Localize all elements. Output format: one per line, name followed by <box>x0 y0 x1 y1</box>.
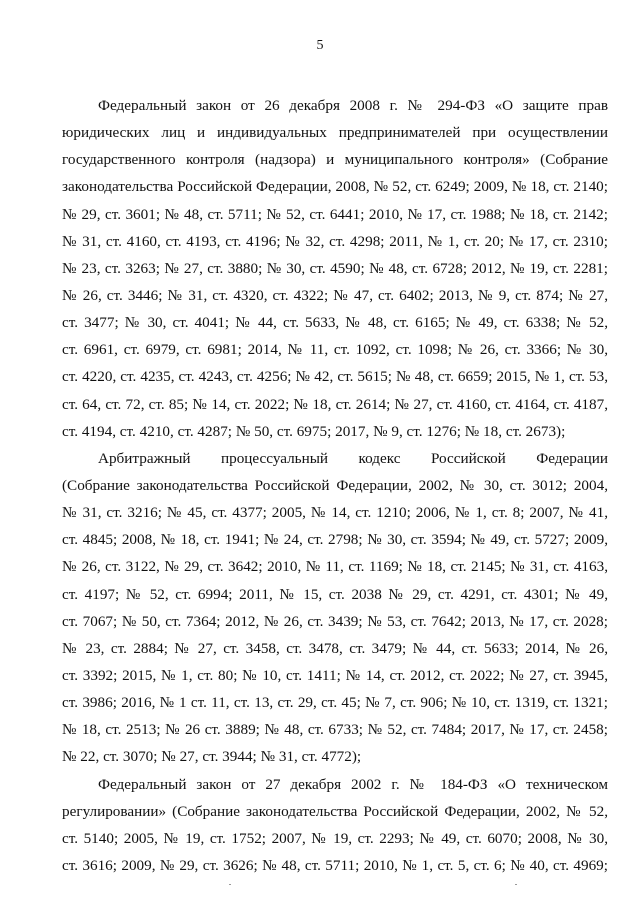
text-line: № 23, ст. 3263; № 27, ст. 3880; № 30, ст. 4590; № 48, ст. 6728; 2012, № 19, ст. 2281; <box>62 259 608 277</box>
text-line: Федеральный закон от 26 декабря 2008 г. № 294-ФЗ «О защите прав <box>98 97 608 114</box>
text-line: ст. 3477; № 30, ст. 4041; № 44, ст. 5633, № 48, ст. 6165; № 49, ст. 6338; № 52, <box>62 314 608 332</box>
text-line: ст. 5140; 2005, № 19, ст. 1752; 2007, № 19, ст. 2293; № 49, ст. 6070; 2008, № 30, <box>62 829 608 847</box>
document-body <box>62 92 608 879</box>
text-line: регулировании» (Собрание законодательства Российской Федерации, 2002, № 52, <box>62 802 608 820</box>
text-line: ст. 64, ст. 72, ст. 85; № 14, ст. 2022; № 18, ст. 2614; № 27, ст. 4160, ст. 4164, ст. 4187, <box>62 395 608 413</box>
text-line: Арбитражный процессуальный кодекс Российской Федерации <box>98 449 608 467</box>
paragraph-federal-law-184 <box>62 771 608 880</box>
text-line: ст. 4220, ст. 4235, ст. 4243, ст. 4256; № 42, ст. 5615; № 48, ст. 6659; 2015, № 1, ст. 53, <box>62 368 608 386</box>
text-line: ст. 4194, ст. 4210, ст. 4287; № 50, ст. 6975; 2017, № 9, ст. 1276; № 18, ст. 2673); <box>62 422 566 440</box>
text-line: № 29, ст. 3601; № 48, ст. 5711; № 52, ст. 6441; 2010, № 17, ст. 1988; № 18, ст. 2142; <box>62 205 608 223</box>
text-line: юридических лиц и индивидуальных предпринимателей при осуществлении <box>62 124 608 142</box>
text-line: Федеральный закон от 27 декабря 2002 г. № 184-ФЗ «О техническом <box>98 775 608 793</box>
text-line: государственного контроля (надзора) и муниципального контроля» (Собрание <box>62 151 608 169</box>
text-line: ст. 4845; 2008, № 18, ст. 1941; № 24, ст. 2798; № 30, ст. 3594; № 49, ст. 5727; 2009, <box>62 531 608 549</box>
text-line: № 18, ст. 2513; № 26 ст. 3889; № 48, ст. 6733; № 52, ст. 7484; 2017, № 17, ст. 2458; <box>62 721 608 739</box>
page-number: 5 <box>316 38 324 53</box>
text-line: № 23, ст. 2884; № 27, ст. 3458, ст. 3478, ст. 3479; № 44, ст. 5633; 2014, № 26, <box>62 639 608 657</box>
text-line: ст. 4197; № 52, ст. 6994; 2011, № 15, ст. 2038 № 29, ст. 4291, ст. 4301; № 49, <box>62 585 608 603</box>
scan-speck <box>229 884 231 885</box>
text-line: (Собрание законодательства Российской Федерации, 2002, № 30, ст. 3012; 2004, <box>62 476 608 494</box>
text-line: № 31, ст. 4160, ст. 4193, ст. 4196; № 32, ст. 4298; 2011, № 1, ст. 20; № 17, ст. 2310; <box>62 232 608 250</box>
paragraph-arbitration-code <box>62 445 608 771</box>
text-line: № 22, ст. 3070; № 27, ст. 3944; № 31, ст. 4772); <box>62 748 362 766</box>
paragraph-federal-law-294 <box>62 92 608 445</box>
text-line: № 31, ст. 3216; № 45, ст. 4377; 2005, № 14, ст. 1210; 2006, № 1, ст. 8; 2007, № 41, <box>62 504 608 522</box>
text-line: ст. 3392; 2015, № 1, ст. 80; № 10, ст. 1411; № 14, ст. 2012, ст. 2022; № 27, ст. 3945, <box>62 666 608 684</box>
text-line: № 26, ст. 3446; № 31, ст. 4320, ст. 4322; № 47, ст. 6402; 2013, № 9, ст. 874; № 27, <box>62 286 608 304</box>
text-line: ст. 3986; 2016, № 1 ст. 11, ст. 13, ст. 29, ст. 45; № 7, ст. 906; № 10, ст. 1319, ст. 1321; <box>62 694 608 712</box>
scan-speck <box>515 884 517 885</box>
text-line: ст. 3616; 2009, № 29, ст. 3626; № 48, ст. 5711; 2010, № 1, ст. 5, ст. 6; № 40, ст. 4969; <box>62 856 608 874</box>
text-line: ст. 7067; № 50, ст. 7364; 2012, № 26, ст. 3439; № 53, ст. 7642; 2013, № 17, ст. 2028; <box>62 612 608 630</box>
text-line: законодательства Российской Федерации, 2008, № 52, ст. 6249; 2009, № 18, ст. 2140; <box>62 178 608 196</box>
text-line: ст. 6961, ст. 6979, ст. 6981; 2014, № 11, ст. 1092, ст. 1098; № 26, ст. 3366; № 30, <box>62 341 608 359</box>
text-line: № 26, ст. 3122, № 29, ст. 3642; 2010, № 11, ст. 1169; № 18, ст. 2145; № 31, ст. 4163, <box>62 558 608 576</box>
